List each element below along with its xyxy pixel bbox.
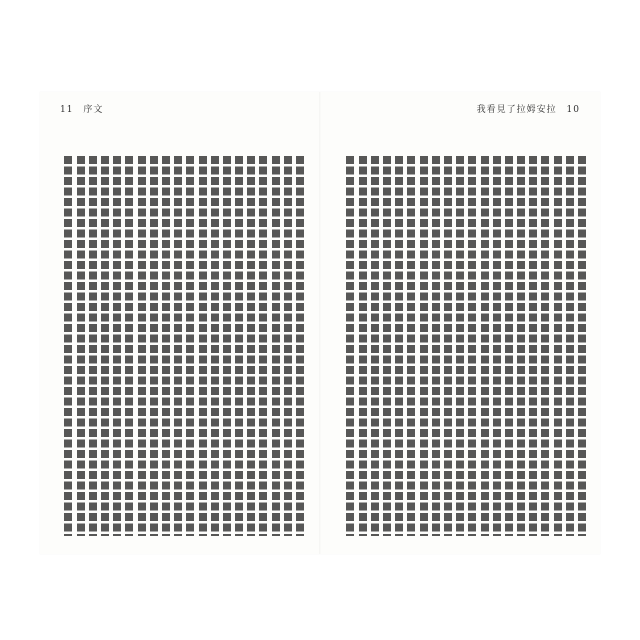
left-text-column (247, 156, 255, 536)
right-text-column (371, 156, 379, 536)
right-text-column (383, 156, 391, 536)
right-text-column (541, 156, 549, 536)
left-text-column (174, 156, 182, 536)
left-text-column (125, 156, 133, 536)
left-text-column (113, 156, 121, 536)
left-text-column (150, 156, 158, 536)
right-text-column (359, 156, 367, 536)
right-text-column (432, 156, 440, 536)
left-page-number: 11 (60, 105, 74, 115)
left-running-head (54, 102, 103, 115)
right-text-column (554, 156, 562, 536)
right-text-column (395, 156, 403, 536)
right-text-column (493, 156, 501, 536)
left-text-column (162, 156, 170, 536)
left-text-column (259, 156, 267, 536)
right-text-column (517, 156, 525, 536)
left-text-column (272, 156, 280, 536)
left-text-column (284, 156, 292, 536)
left-text-column (64, 156, 72, 536)
right-text-column (468, 156, 476, 536)
right-running-title: 我看見了拉姆安拉 (476, 105, 557, 115)
left-text-columns (54, 156, 304, 536)
left-page-body (54, 156, 304, 536)
right-text-column (578, 156, 586, 536)
left-text-column (89, 156, 97, 536)
right-text-column (481, 156, 489, 536)
left-text-column (186, 156, 194, 536)
right-page-body (336, 156, 586, 536)
right-text-column (505, 156, 513, 536)
left-text-column (101, 156, 109, 536)
right-text-column (346, 156, 354, 536)
right-page-number: 10 (566, 105, 580, 115)
book-gutter (319, 92, 321, 554)
left-text-column (235, 156, 243, 536)
right-text-columns (336, 156, 586, 536)
right-text-column (407, 156, 415, 536)
left-text-column (77, 156, 85, 536)
left-text-column (199, 156, 207, 536)
right-text-column (444, 156, 452, 536)
right-text-column (529, 156, 537, 536)
book-spread (40, 92, 600, 554)
right-running-head (477, 102, 586, 115)
left-text-column (223, 156, 231, 536)
right-text-column (566, 156, 574, 536)
right-text-column (456, 156, 464, 536)
right-text-column (420, 156, 428, 536)
left-text-column (138, 156, 146, 536)
left-running-title: 序文 (83, 105, 104, 115)
left-text-column (296, 156, 304, 536)
left-text-column (211, 156, 219, 536)
